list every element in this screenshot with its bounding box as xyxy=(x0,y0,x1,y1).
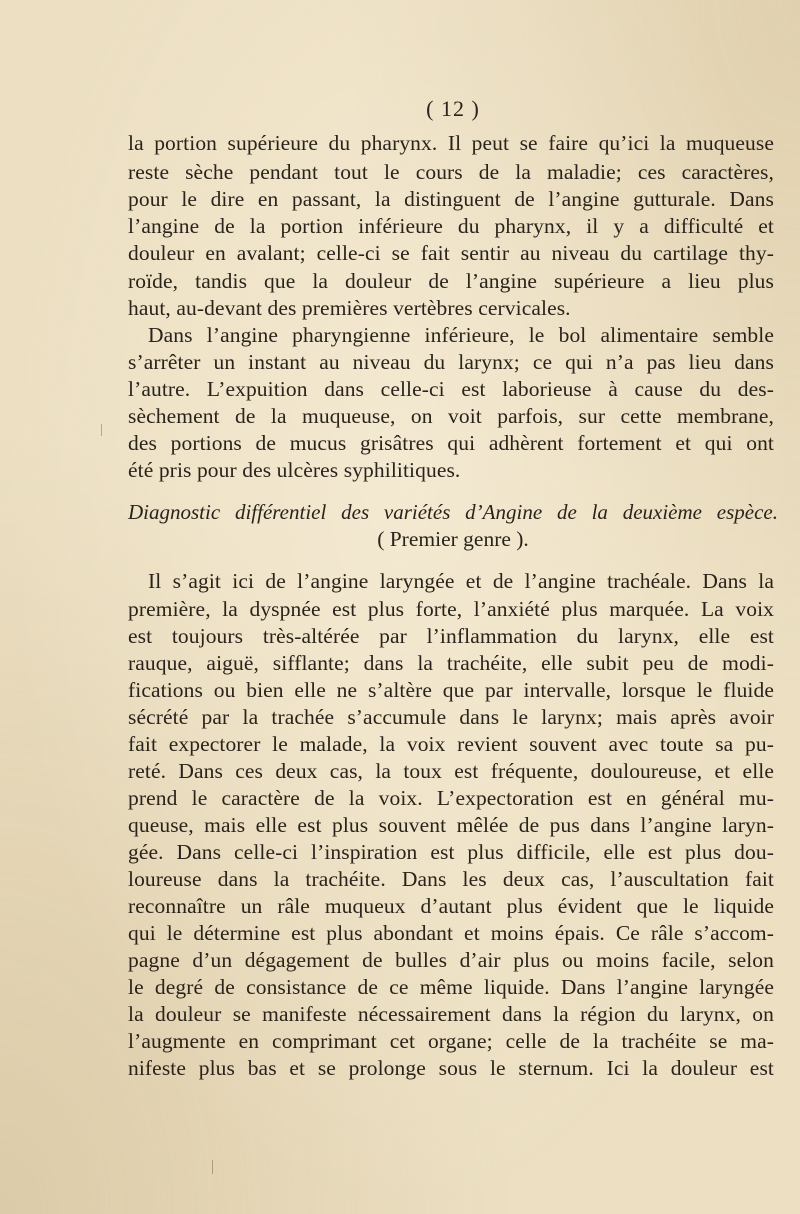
text-line: fait expectorer le malade, la voix revient souvent avec toute sa pu- xyxy=(128,732,774,756)
text-line: rauque, aiguë, sifflante; dans la trachéite, elle subit peu de modi- xyxy=(128,651,774,675)
text-line: des portions de mucus grisâtres qui adhèrent fortement et qui ont xyxy=(128,431,774,455)
text-line: l’angine de la portion inférieure du pharynx, il y a difficulté et xyxy=(128,214,774,238)
paper-mark xyxy=(212,1160,213,1174)
text-line: queuse, mais elle est plus souvent mêlée de pus dans l’angine laryn- xyxy=(128,813,774,837)
text-line: l’augmente en comprimant cet organe; celle de la trachéite se ma- xyxy=(128,1029,774,1053)
text-line: est toujours très-altérée par l’inflammation du larynx, elle est xyxy=(128,624,774,648)
text-line: première, la dyspnée est plus forte, l’anxiété plus marquée. La voix xyxy=(128,597,774,621)
text-line: la douleur se manifeste nécessairement dans la région du larynx, on xyxy=(128,1002,774,1026)
page-number: ( 12 ) xyxy=(426,96,480,121)
text-line: fications ou bien elle ne s’altère que par intervalle, lorsque le fluide xyxy=(128,678,774,702)
text-line: l’autre. L’expuition dans celle-ci est laborieuse à cause du des- xyxy=(128,377,774,401)
text-line: nifeste plus bas et se prolonge sous le sternum. Ici la douleur est xyxy=(128,1056,774,1080)
text-line: reste sèche pendant tout le cours de la maladie; ces caractères, xyxy=(128,160,774,184)
text-line: sécrété par la trachée s’accumule dans le larynx; mais après avoir xyxy=(128,705,774,729)
text-line: le degré de consistance de ce même liquide. Dans l’angine laryngée xyxy=(128,975,774,999)
text-line: prend le caractère de la voix. L’expectoration est en général mu- xyxy=(128,786,774,810)
text-line: sèchement de la muqueuse, on voit parfois, sur cette membrane, xyxy=(128,404,774,428)
text-line: reconnaître un râle muqueux d’autant plus évident que le liquide xyxy=(128,894,774,918)
text-line: s’arrêter un instant au niveau du larynx; ce qui n’a pas lieu dans xyxy=(128,350,774,374)
section-heading: Diagnostic différentiel des variétés d’Angine de la deuxième espèce. xyxy=(128,500,778,524)
text-line: Il s’agit ici de l’angine laryngée et de l’angine trachéale. Dans la xyxy=(148,569,774,593)
text-line: qui le détermine est plus abondant et moins épais. Ce râle s’accom- xyxy=(128,921,774,945)
paper-mark xyxy=(101,424,102,436)
text-line: été pris pour des ulcères syphilitiques. xyxy=(128,458,461,482)
text-line: la portion supérieure du pharynx. Il peut se faire qu’ici la muqueuse xyxy=(128,131,774,155)
text-line: reté. Dans ces deux cas, la toux est fréquente, douloureuse, et elle xyxy=(128,759,774,783)
text-line: Dans l’angine pharyngienne inférieure, le bol alimentaire semble xyxy=(148,323,774,347)
text-line: pour le dire en passant, la distinguent de l’angine gutturale. Dans xyxy=(128,187,774,211)
text-line: gée. Dans celle-ci l’inspiration est plus difficile, elle est plus dou- xyxy=(128,840,774,864)
section-subheading: ( Premier genre ). xyxy=(377,527,529,551)
text-line: haut, au-devant des premières vertèbres cervicales. xyxy=(128,296,571,320)
text-line: loureuse dans la trachéite. Dans les deux cas, l’auscultation fait xyxy=(128,867,774,891)
text-line: pagne d’un dégagement de bulles d’air plus ou moins facile, selon xyxy=(128,948,774,972)
text-line: douleur en avalant; celle-ci se fait sentir au niveau du cartilage thy- xyxy=(128,241,774,265)
text-line: roïde, tandis que la douleur de l’angine supérieure a lieu plus xyxy=(128,269,774,293)
